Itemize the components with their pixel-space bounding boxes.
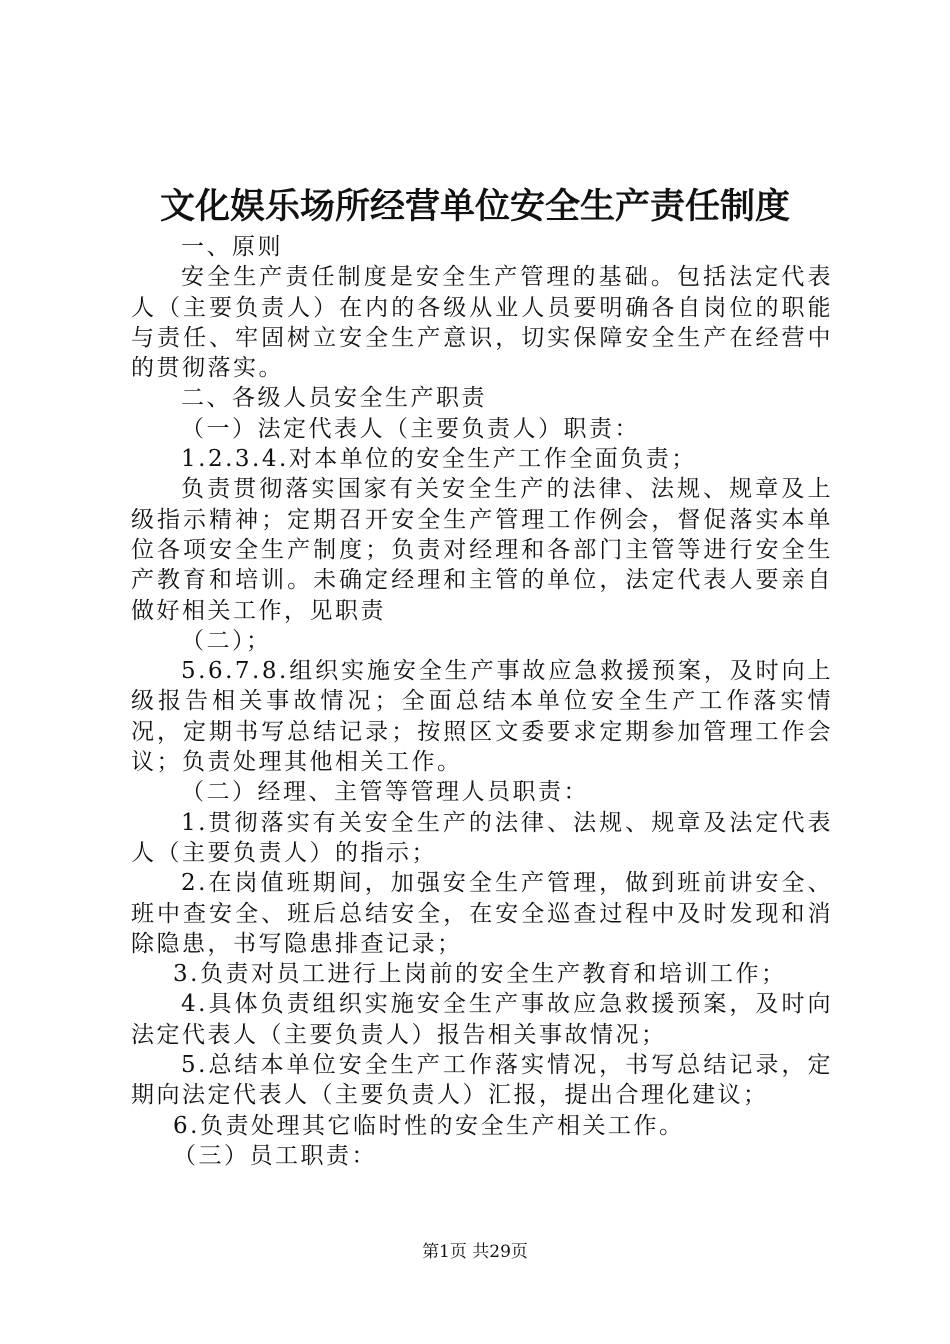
list-item-manager-4: 4.具体负责组织实施安全生产事故应急救援预案，及时向法定代表人（主要负责人）报告相关事故情况； [131,991,833,1048]
subsection-heading-legal-rep: （一）法定代表人（主要负责人）职责： [181,415,640,442]
document-body [131,232,833,1171]
section-heading-duties: 二、各级人员安全生产职责 [181,385,487,412]
list-item-manager-2: 2.在岗值班期间，加强安全生产管理，做到班前讲安全、班中查安全、班后总结安全，在安全巡查过程中及时发现和消除隐患，书写隐患排查记录； [131,870,833,957]
list-item-manager-6: 6.负责处理其它临时性的安全生产相关工作。 [173,1112,685,1139]
paragraph-legal-rep-body: 负责贯彻落实国家有关安全生产的法律、法规、规章及上级指示精神；定期召开安全生产管理工作例会，督促落实本单位各项安全生产制度；负责对经理和各部门主管等进行安全生产教育和培训。未确定经理和主管的单位，法定代表人要亲自做好相关工作，见职责 [131,476,833,624]
document-title: 文化娱乐场所经营单位安全生产责任制度 [159,186,790,227]
subsection-heading-managers: （二）经理、主管等管理人员职责： [181,779,589,806]
paragraph-legal-rep-items-5-8: 5.6.7.8.组织实施安全生产事故应急救援预案，及时向上级报告相关事故情况；全面总结本单位安全生产工作落实情况，定期书写总结记录；按照区文委要求定期参加管理工作会议；负责处理其他相关工作。 [131,658,833,776]
list-item-manager-1: 1.贯彻落实有关安全生产的法律、法规、规章及法定代表人（主要负责人）的指示； [131,809,833,866]
list-item-manager-5: 5.总结本单位安全生产工作落实情况，书写总结记录，定期向法定代表人（主要负责人）汇报，提出合理化建议； [131,1052,833,1109]
paragraph-principle-body: 安全生产责任制度是安全生产管理的基础。包括法定代表人（主要负责人）在内的各级从业人员要明确各自岗位的职能与责任、牢固树立安全生产意识，切实保障安全生产在经营中的贯彻落实。 [131,264,833,382]
page-footer: 第1页 共29页 [422,1242,528,1262]
section-heading-principle: 一、原则 [181,234,283,260]
paragraph-ref: （二）； [181,627,272,654]
paragraph-legal-rep-item: 1.2.3.4.对本单位的安全生产工作全面负责； [181,446,697,473]
subsection-heading-staff: （三）员工职责： [173,1142,377,1169]
list-item-manager-3: 3.负责对员工进行上岗前的安全生产教育和培训工作； [173,961,787,988]
